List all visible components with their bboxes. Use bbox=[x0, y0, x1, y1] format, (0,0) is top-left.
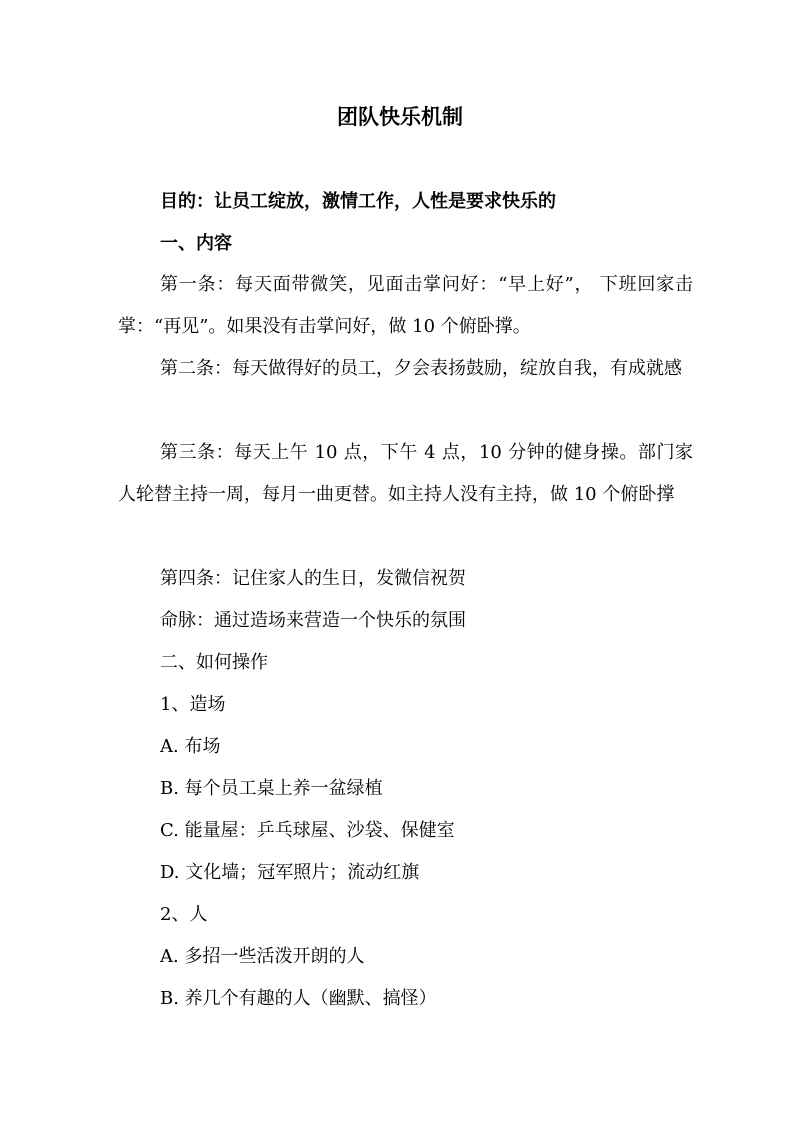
lifeline-statement: 命脉：通过造场来营造一个快乐的氛围 bbox=[160, 610, 466, 631]
article-2: 第二条：每天做得好的员工，夕会表扬鼓励，绽放自我，有成就感 bbox=[160, 358, 682, 379]
subsection-heading-people: 2、人 bbox=[160, 904, 208, 925]
document-title: 团队快乐机制 bbox=[337, 105, 463, 129]
list-item: C. 能量屋：乒乓球屋、沙袋、保健室 bbox=[160, 820, 455, 841]
purpose-statement: 目的：让员工绽放，激情工作，人性是要求快乐的 bbox=[160, 191, 556, 212]
list-item: B. 养几个有趣的人（幽默、搞怪） bbox=[160, 988, 437, 1009]
article-3: 第三条：每天上午 10 点，下午 4 点，10 分钟的健身操。部门家人轮替主持一周，每月一曲更替。如主持人没有主持，做 10 个俯卧撑 bbox=[118, 442, 693, 505]
list-item: A. 布场 bbox=[160, 736, 221, 757]
list-item: D. 文化墙；冠军照片；流动红旗 bbox=[160, 862, 420, 883]
subsection-heading-venue: 1、造场 bbox=[160, 694, 226, 715]
section-heading-content: 一、内容 bbox=[160, 233, 232, 254]
list-item: B. 每个员工桌上养一盆绿植 bbox=[160, 778, 383, 799]
list-item: A. 多招一些活泼开朗的人 bbox=[160, 946, 365, 967]
article-1: 第一条：每天面带微笑，见面击掌问好：“早上好”， 下班回家击掌：“再见”。如果没有击掌问好，做 10 个俯卧撑。 bbox=[118, 274, 693, 337]
article-4: 第四条：记住家人的生日，发微信祝贺 bbox=[160, 568, 466, 589]
section-heading-operation: 二、如何操作 bbox=[160, 652, 268, 673]
